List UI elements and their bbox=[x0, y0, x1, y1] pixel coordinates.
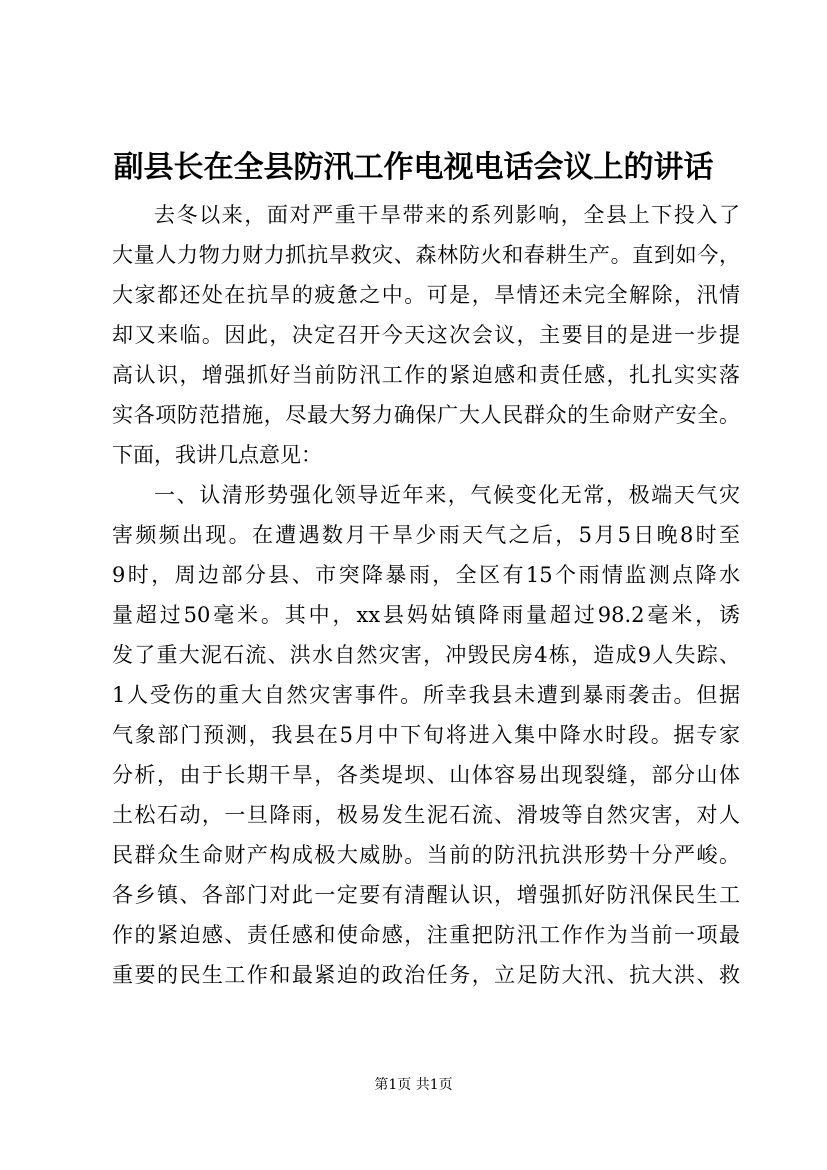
text-line: 大家都还处在抗旱的疲惫之中。可是，旱情还未完全解除，汛情 bbox=[112, 283, 740, 307]
text-line: 分析，由于长期干旱，各类堤坝、山体容易出现裂缝，部分山体 bbox=[112, 763, 740, 787]
text-line: 民群众生命财产构成极大威胁。当前的防汛抗洪形势十分严峻。 bbox=[112, 843, 740, 867]
text-line: 量超过50毫米。其中，xx县妈姑镇降雨量超过98.2毫米，诱 bbox=[112, 603, 740, 627]
text-line: 一、认清形势强化领导近年来，气候变化无常，极端天气灾 bbox=[154, 483, 740, 507]
text-line: 大量人力物力财力抓抗旱救灾、森林防火和春耕生产。直到如今， bbox=[112, 243, 740, 267]
text-line: 害频频出现。在遭遇数月干旱少雨天气之后，5月5日晚8时至 bbox=[112, 523, 740, 547]
text-line: 9时，周边部分县、市突降暴雨，全区有15个雨情监测点降水 bbox=[112, 563, 740, 587]
text-line: 气象部门预测，我县在5月中下旬将进入集中降水时段。据专家 bbox=[112, 723, 740, 747]
text-line: 各乡镇、各部门对此一定要有清醒认识，增强抓好防汛保民生工 bbox=[112, 883, 740, 907]
text-line: 作的紧迫感、责任感和使命感，注重把防汛工作作为当前一项最 bbox=[112, 923, 740, 947]
page-footer: 第1页 共1页 bbox=[374, 1077, 453, 1093]
text-line: 高认识，增强抓好当前防汛工作的紧迫感和责任感，扎扎实实落 bbox=[112, 363, 740, 387]
text-line: 1人受伤的重大自然灾害事件。所幸我县未遭到暴雨袭击。但据 bbox=[112, 683, 740, 707]
paragraph-1 bbox=[112, 195, 740, 475]
document-title: 副县长在全县防汛工作电视电话会议上的讲话 bbox=[113, 150, 714, 185]
document-body bbox=[112, 195, 740, 995]
text-line: 下面，我讲几点意见： bbox=[112, 443, 322, 467]
text-line: 去冬以来，面对严重干旱带来的系列影响，全县上下投入了 bbox=[154, 203, 740, 227]
text-line: 却又来临。因此，决定召开今天这次会议，主要目的是进一步提 bbox=[112, 323, 740, 347]
paragraph-2 bbox=[112, 475, 740, 995]
text-line: 重要的民生工作和最紧迫的政治任务，立足防大汛、抗大洪、救 bbox=[112, 963, 740, 987]
text-line: 实各项防范措施，尽最大努力确保广大人民群众的生命财产安全。 bbox=[112, 403, 740, 427]
text-line: 土松石动，一旦降雨，极易发生泥石流、滑坡等自然灾害，对人 bbox=[112, 803, 740, 827]
text-line: 发了重大泥石流、洪水自然灾害，冲毁民房4栋，造成9人失踪、 bbox=[112, 643, 740, 667]
